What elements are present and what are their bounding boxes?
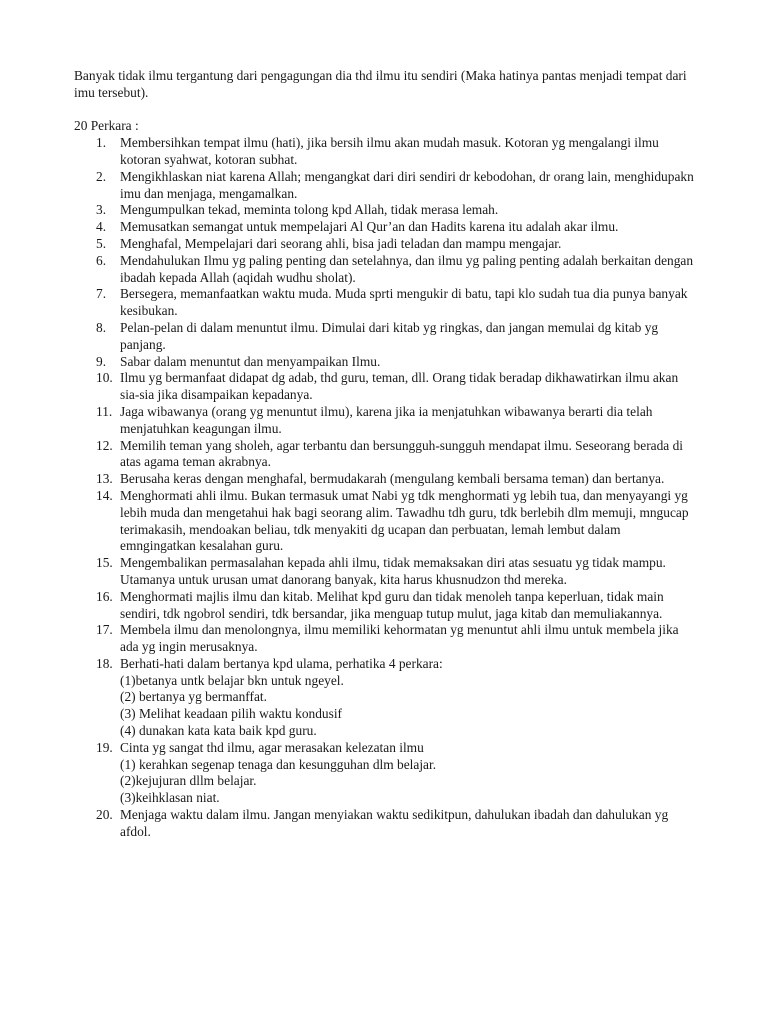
list-item-number: 19. [96,739,113,755]
list-item-number: 20. [96,807,113,823]
list-subitem: (2) bertanya yg bermanffat. [120,689,267,705]
list-item-text: Bersegera, memanfaatkan waktu muda. Muda sprti mengukir di batu, tapi klo sudah tua dia punya banyak kesibukan. [120,286,688,319]
intro-paragraph: Banyak tidak ilmu tergantung dari pengagungan dia thd ilmu itu sendiri (Maka hatinya pantas menjadi tempat dari imu tersebut). [74,68,687,100]
list-item-number: 15. [96,555,113,571]
list-item-text: Membersihkan tempat ilmu (hati), jika bersih ilmu akan mudah masuk. Kotoran yg mengalangi ilmu kotoran syahwat, kotoran subhat. [120,135,659,167]
list-item-number: 13. [96,471,113,487]
list-subitem: (2)kejujuran dllm belajar. [120,773,257,789]
list-item-text: Ilmu yg bermanfaat didapat dg adab, thd guru, teman, dll. Orang tidak beradap dikhawatirkan ilmu akan sia-sia jika disampaikan kepadanya. [120,370,679,403]
list-item-number: 10. [96,370,113,386]
list-item-number: 3. [96,202,107,218]
list-item [74,807,698,841]
list-item-text: Menjaga waktu dalam ilmu. Jangan menyiakan waktu sedikitpun, dahulukan ibadah dan dahulukan yg afdol. [120,807,669,839]
list-item-text: Berhati-hati dalam bertanya kpd ulama, perhatika 4 perkara: [120,655,443,671]
list-item [74,656,698,740]
list-item-number: 2. [96,168,107,184]
list-item [74,320,698,354]
list-item-number: 14. [96,487,113,503]
list-item-number: 6. [96,252,107,268]
list-item-number: 16. [96,588,113,604]
list-item [74,219,698,236]
list-item-text: Sabar dalam menuntut dan menyampaikan Ilmu. [120,353,381,369]
list-item [74,471,698,488]
list-item-text: Pelan-pelan di dalam menuntut ilmu. Dimulai dari kitab yg ringkas, dan jangan memulai dg kitab yg panjang. [120,319,659,352]
list-item [74,253,698,287]
list-item [74,236,698,253]
list-item-text: Membela ilmu dan menolongnya, ilmu memiliki kehormatan yg menuntut ahli ilmu untuk membela jika ada yg ingin merusaknya. [120,622,679,655]
list-item-text: Jaga wibawanya (orang yg menuntut ilmu), karena jika ia menjatuhkan wibawanya berarti dia telah menjatuhkan keagungan ilmu. [120,403,653,436]
list-item-number: 12. [96,437,113,453]
list-item [74,169,698,203]
list-item [74,438,698,472]
list-item-number: 8. [96,319,107,335]
list-item-text: Mengumpulkan tekad, meminta tolong kpd Allah, tidak merasa lemah. [120,202,499,218]
list-item-number: 11. [96,403,113,419]
list-item-text: Memilih teman yang sholeh, agar terbantu dan bersungguh-sungguh mendapat ilmu. Seseorang berada di atas agama teman akrabnya. [120,437,684,470]
list-item-number: 1. [96,135,107,151]
list-item [74,286,698,320]
list-subitem: (4) dunakan kata kata baik kpd guru. [120,723,317,739]
list-heading: 20 Perkara : [74,118,139,134]
list-item [74,370,698,404]
list-item-number: 18. [96,655,113,671]
list-item-text: Memusatkan semangat untuk mempelajari Al Qur’an dan Hadits karena itu adalah akar ilmu. [120,219,619,235]
list-subitem: (3) Melihat keadaan pilih waktu kondusif [120,706,343,722]
list-item [74,135,698,169]
list-subitem: (1)betanya untk belajar bkn untuk ngeyel. [120,672,344,688]
list-item-text: Mendahulukan Ilmu yg paling penting dan setelahnya, dan ilmu yg paling penting adalah berkaitan dengan ibadah kepada Allah (aqidah wudhu sholat). [120,252,694,285]
list-item-text: Menghafal, Mempelajari dari seorang ahli, bisa jadi teladan dan mampu mengajar. [120,235,562,251]
list-item [74,202,698,219]
list-item-text: Berusaha keras dengan menghafal, bermudakarah (mengulang kembali bersama teman) dan bertanya. [120,471,665,487]
list-item-text: Mengembalikan permasalahan kepada ahli ilmu, tidak memaksakan diri atas sesuatu yg tidak mampu. Utamanya untuk urusan umat danorang banyak, kita harus khusnudzon thd mereka. [120,555,666,587]
list-item-text: Menghormati majlis ilmu dan kitab. Melihat kpd guru dan tidak menoleh tanpa keperluan, tidak main sendiri, tdk ngobrol sendiri, tdk bersandar, jika menguap tutup mulut, jaga kitab dan memuliakannya. [120,588,664,621]
list-item [74,404,698,438]
list-item-number: 9. [96,353,107,369]
list-item-number: 4. [96,219,107,235]
list-item [74,488,698,555]
list-item [74,354,698,371]
list-subitem: (3)keihklasan niat. [120,790,220,806]
list-item-number: 17. [96,622,113,638]
list-item [74,589,698,623]
list-item [74,622,698,656]
numbered-list [74,135,698,840]
list-item [74,555,698,589]
list-item [74,740,698,807]
list-item-text: Menghormati ahli ilmu. Bukan termasuk umat Nabi yg tdk menghormati yg lebih tua, dan menyayangi yg lebih muda dan mengetahui hak bagi seorang alim. Tawadhu tdh guru, tdk berlebih dlm memuji, mngucap terimakasih, mendoakan beliau, tdk menyakiti dg ucapan dan perbuatan, lemah lembut dalam emngingatkan kesalahan guru. [120,487,689,554]
list-subitem: (1) kerahkan segenap tenaga dan kesungguhan dlm belajar. [120,756,437,772]
list-item-number: 7. [96,286,107,302]
list-item-text: Mengikhlaskan niat karena Allah; mengangkat dari diri sendiri dr kebodohan, dr orang lain, menghidupakn imu dan menjaga, mengamalkan. [120,168,694,201]
list-item-text: Cinta yg sangat thd ilmu, agar merasakan kelezatan ilmu [120,739,424,755]
list-item-number: 5. [96,235,107,251]
